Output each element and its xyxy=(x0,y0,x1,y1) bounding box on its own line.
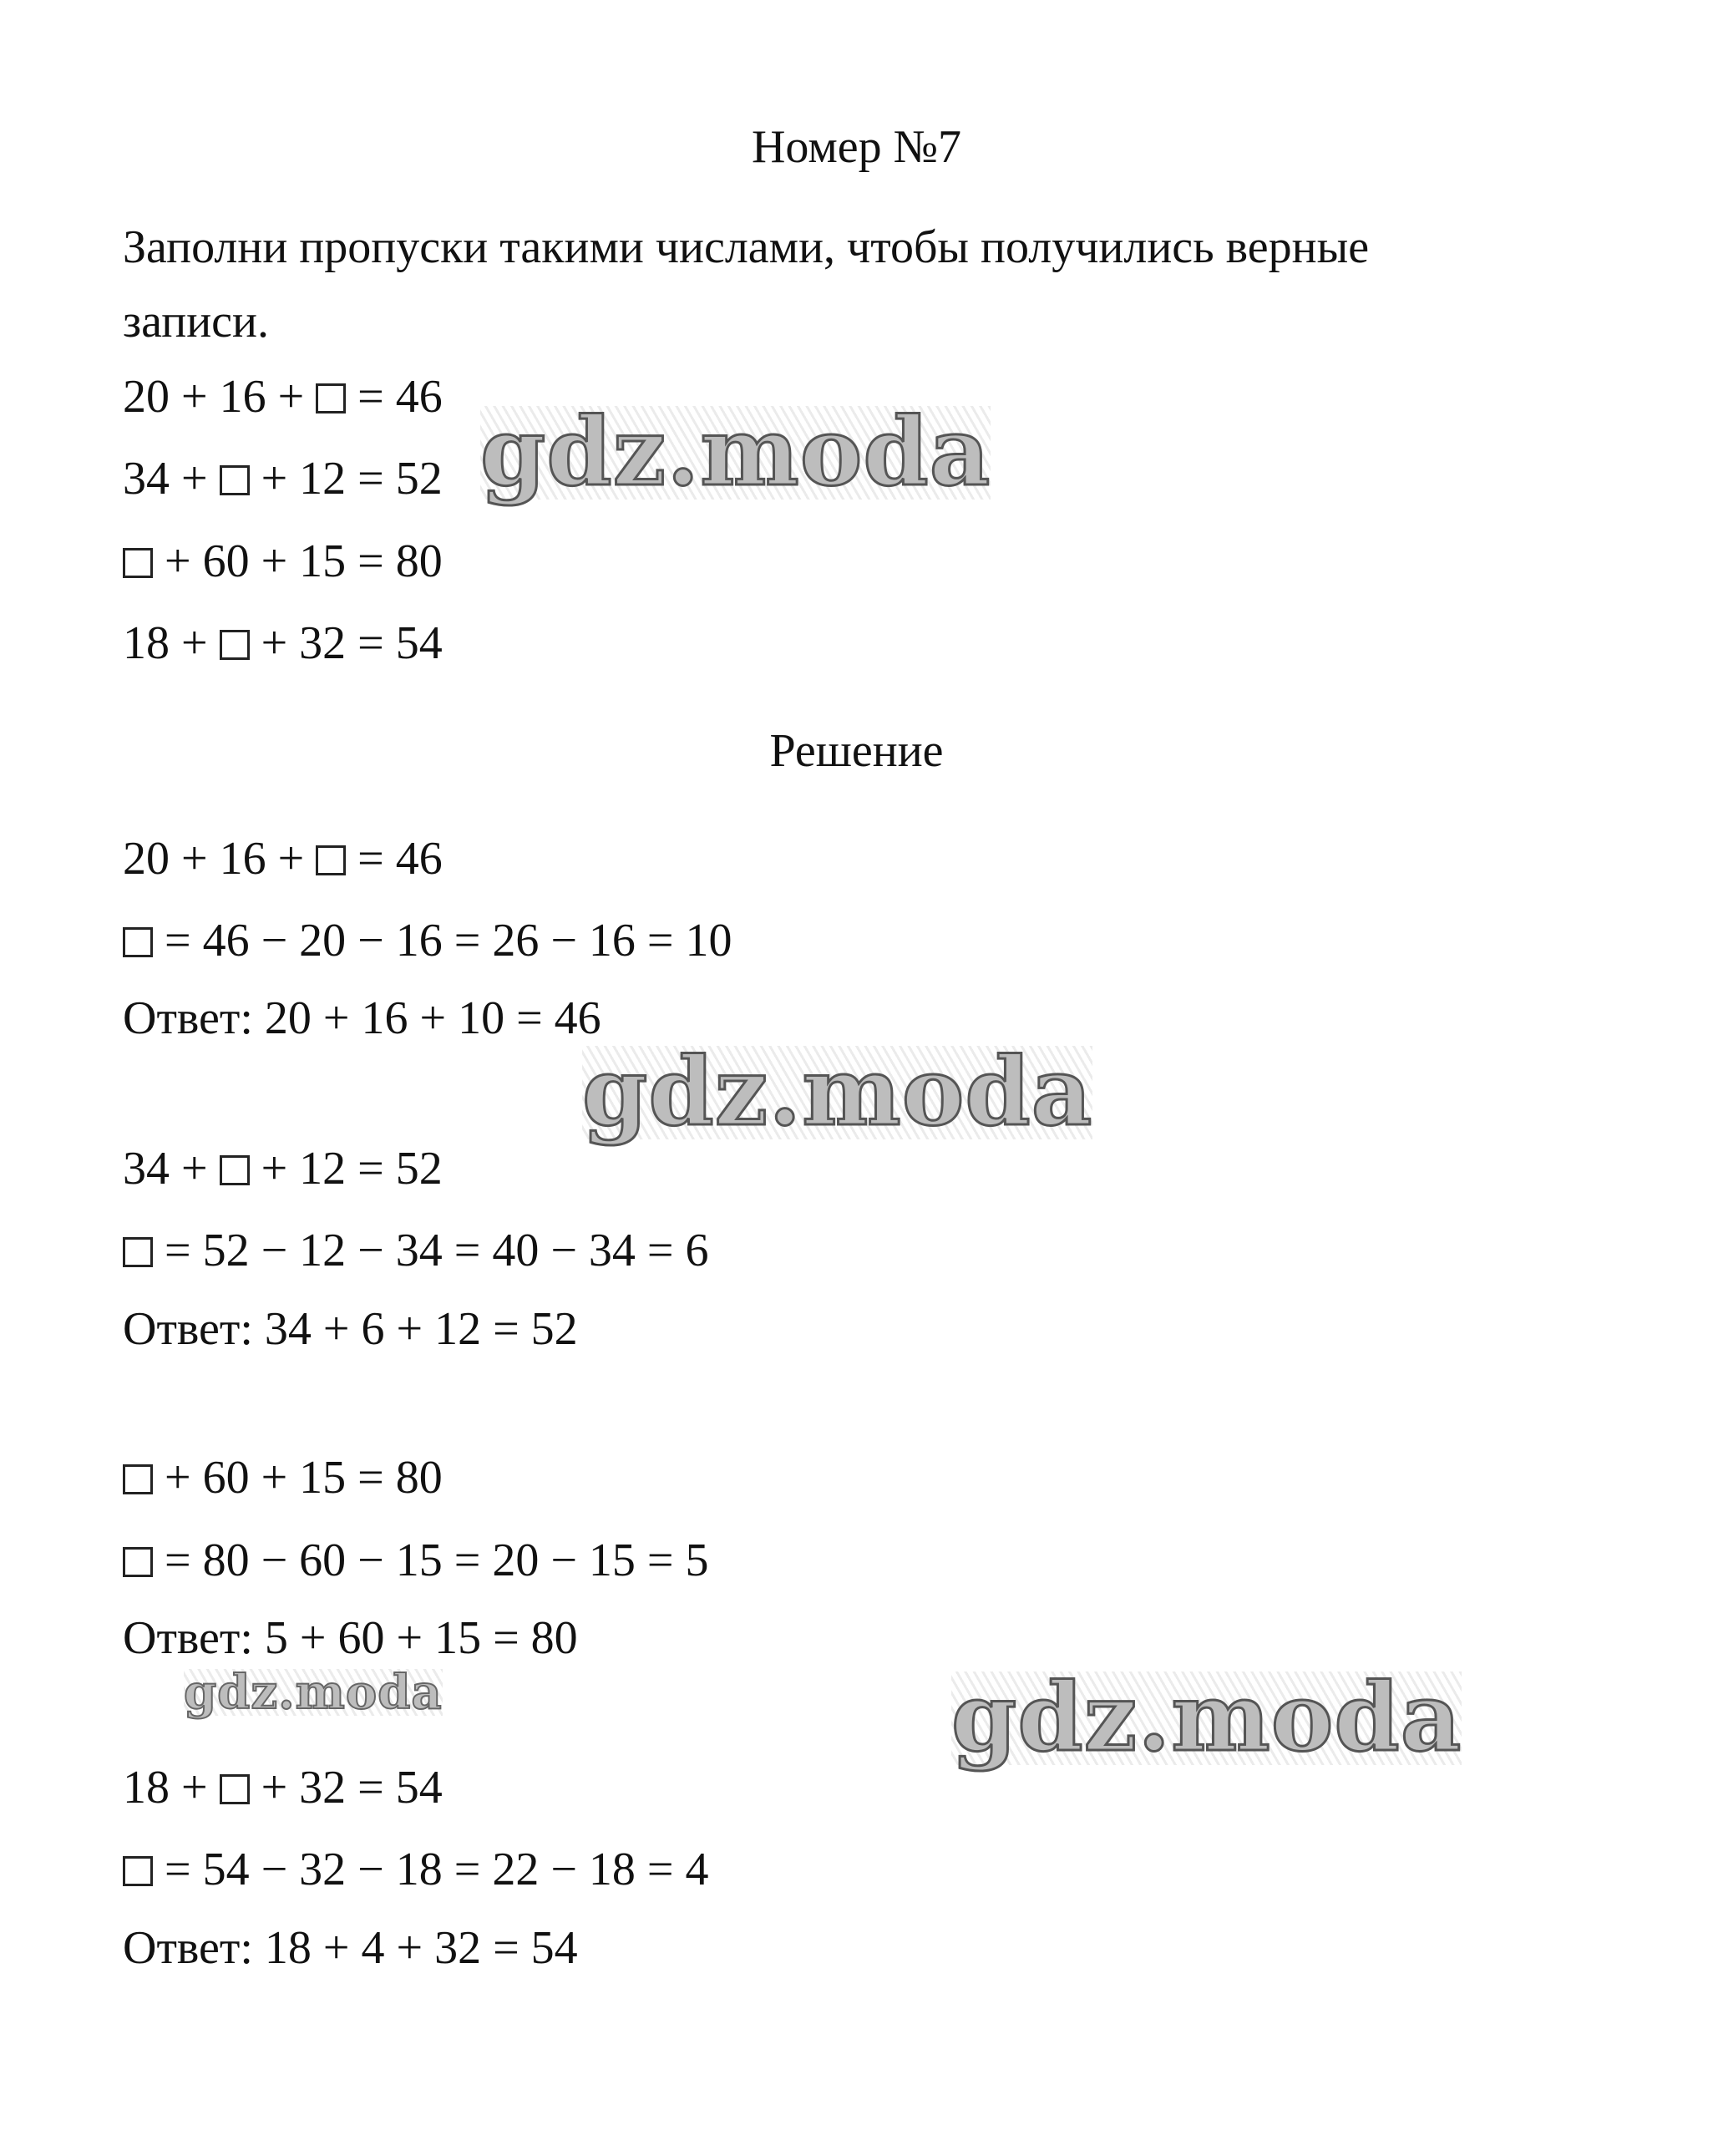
blank-box xyxy=(123,1464,153,1494)
solution-3-answer: Ответ: 5 + 60 + 15 = 80 xyxy=(123,1612,578,1664)
equation-right: = 46 xyxy=(346,371,443,423)
solution-2-answer: Ответ: 34 + 6 + 12 = 52 xyxy=(123,1303,578,1355)
blank-box xyxy=(123,1547,153,1577)
solution-heading: Решение xyxy=(769,725,944,777)
equation-left: 18 + xyxy=(123,1762,220,1814)
blank-box xyxy=(123,927,153,957)
task-equation-1 xyxy=(123,371,443,423)
equation-left: 34 + xyxy=(123,1143,220,1195)
calculation-text: = 54 − 32 − 18 = 22 − 18 = 4 xyxy=(153,1844,709,1895)
solution-3-calculation xyxy=(123,1537,709,1584)
solution-1-answer: Ответ: 20 + 16 + 10 = 46 xyxy=(123,992,601,1044)
solution-2-calculation xyxy=(123,1227,709,1274)
blank-box xyxy=(220,1774,250,1804)
solution-4-calculation xyxy=(123,1846,709,1893)
blank-box xyxy=(220,465,250,495)
blank-box xyxy=(316,383,346,413)
watermark-logo: gdz.moda xyxy=(582,1037,1093,1147)
equation-left: 34 + xyxy=(123,453,220,505)
equation-right: + 32 = 54 xyxy=(249,617,443,669)
solution-1-equation xyxy=(123,833,443,885)
solution-2-equation xyxy=(123,1143,443,1195)
solution-4-answer: Ответ: 18 + 4 + 32 = 54 xyxy=(123,1922,578,1974)
equation-right: + 60 + 15 = 80 xyxy=(153,1452,443,1504)
solution-3-equation xyxy=(123,1452,443,1504)
task-equation-3 xyxy=(123,535,443,587)
blank-box xyxy=(316,845,346,875)
equation-left: 20 + 16 + xyxy=(123,371,317,423)
calculation-text: = 80 − 60 − 15 = 20 − 15 = 5 xyxy=(153,1535,709,1586)
solution-4-equation xyxy=(123,1762,443,1814)
task-equation-2 xyxy=(123,453,443,505)
watermark-logo: gdz.moda xyxy=(480,398,991,507)
task-text-line-2: записи. xyxy=(123,296,269,347)
blank-box xyxy=(220,1155,250,1185)
equation-right: = 46 xyxy=(346,833,443,885)
watermark-logo: gdz.moda xyxy=(951,1663,1462,1773)
equation-right: + 32 = 54 xyxy=(249,1762,443,1814)
equation-right: + 12 = 52 xyxy=(249,1143,443,1195)
watermark-logo: gdz.moda xyxy=(184,1665,443,1720)
equation-right: + 12 = 52 xyxy=(249,453,443,505)
equation-right: + 60 + 15 = 80 xyxy=(153,535,443,587)
calculation-text: = 52 − 12 − 34 = 40 − 34 = 6 xyxy=(153,1225,709,1276)
equation-left: 18 + xyxy=(123,617,220,669)
blank-box xyxy=(123,548,153,578)
solution-1-calculation xyxy=(123,917,732,964)
blank-box xyxy=(123,1856,153,1886)
task-equation-4 xyxy=(123,617,443,669)
equation-left: 20 + 16 + xyxy=(123,833,317,885)
blank-box xyxy=(123,1237,153,1267)
task-text-line-1: Заполни пропуски такими числами, чтобы получились верные xyxy=(123,221,1370,273)
calculation-text: = 46 − 20 − 16 = 26 − 16 = 10 xyxy=(153,915,732,966)
page-title: Номер №7 xyxy=(751,121,962,173)
blank-box xyxy=(220,630,250,660)
